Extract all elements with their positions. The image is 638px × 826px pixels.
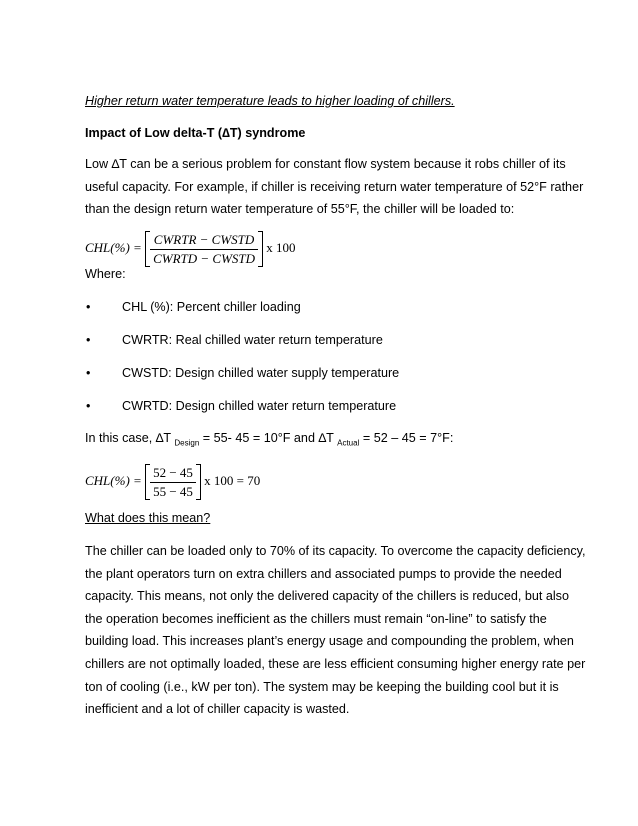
section-title: Impact of Low delta-T (∆T) syndrome (85, 126, 306, 140)
conclusion-line: the plant operators turn on extra chillers and associated pumps to provide the needed (85, 566, 562, 581)
right-bracket (196, 464, 201, 500)
conclusion-line: building load. This increases plant’s energy usage and compounding the problem, when (85, 634, 574, 649)
formula-chiller-loading (85, 231, 296, 267)
formula2-numerator: 52 − 45 (150, 465, 196, 483)
list-item: CWRTR: Real chilled water return temperature (122, 333, 383, 347)
formula-lhs: CHL(%) = (85, 239, 142, 255)
formula2-lhs: CHL(%) = (85, 472, 142, 488)
conclusion-line: The chiller can be loaded only to 70% of its capacity. To overcome the capacity deficiency, (85, 544, 586, 558)
intro-line: Low ∆T can be a serious problem for constant flow system because it robs chiller of its (85, 157, 566, 171)
formula-multiplier: x 100 (266, 239, 296, 255)
formula2-fraction (150, 465, 196, 500)
conclusion-line: inefficient and a lot of chiller capacity is wasted. (85, 702, 350, 717)
intro-line: than the design return water temperature of 55°F, the chiller will be loaded to: (85, 202, 515, 217)
bullet-dot: • (86, 333, 91, 347)
list-item: CWRTD: Design chilled water return temperature (122, 399, 397, 413)
right-bracket (258, 231, 263, 267)
subscript-actual: Actual (337, 438, 360, 448)
list-item: CHL (%): Percent chiller loading (122, 300, 301, 314)
bullet-dot: • (86, 300, 91, 314)
where-label: Where: (85, 267, 126, 281)
conclusion-line: chillers are not optimally loaded, these are less efficient consuming higher energy rate per (85, 656, 586, 671)
formula2-denominator: 55 − 45 (153, 483, 193, 499)
formula-numerator: CWRTR − CWSTD (150, 232, 258, 250)
meaning-heading: What does this mean? (85, 511, 211, 525)
bullet-dot: • (86, 399, 91, 413)
case-line (85, 431, 453, 448)
formula-denominator: CWRTD − CWSTD (153, 250, 256, 266)
conclusion-line: ton of cooling (i.e., kW per ton). The system may be keeping the building cool but it is (85, 679, 559, 694)
list-item: CWSTD: Design chilled water supply temperature (122, 366, 400, 380)
case-middle: = 55- 45 = 10°F and ∆T (199, 431, 338, 445)
subscript-design: Design (174, 438, 200, 448)
formula2-rhs: x 100 = 70 (204, 472, 261, 488)
conclusion-line: the operation becomes inefficient as the chillers must remain “on-line” to satisfy the (85, 611, 547, 626)
bullet-dot: • (86, 366, 91, 380)
conclusion-line: capacity. This means, not only the delivered capacity of the chillers is reduced, but also (85, 589, 569, 604)
case-suffix: = 52 – 45 = 7°F: (359, 431, 454, 445)
conclusion-paragraph (85, 540, 586, 721)
italic-heading: Higher return water temperature leads to higher loading of chillers. (85, 94, 455, 108)
formula-fraction (150, 232, 258, 267)
intro-line: useful capacity. For example, if chiller is receiving return water temperature of 52°F rather (85, 179, 584, 194)
formula-example (85, 464, 260, 500)
intro-paragraph (85, 153, 584, 221)
case-prefix: In this case, ∆T (85, 431, 175, 445)
